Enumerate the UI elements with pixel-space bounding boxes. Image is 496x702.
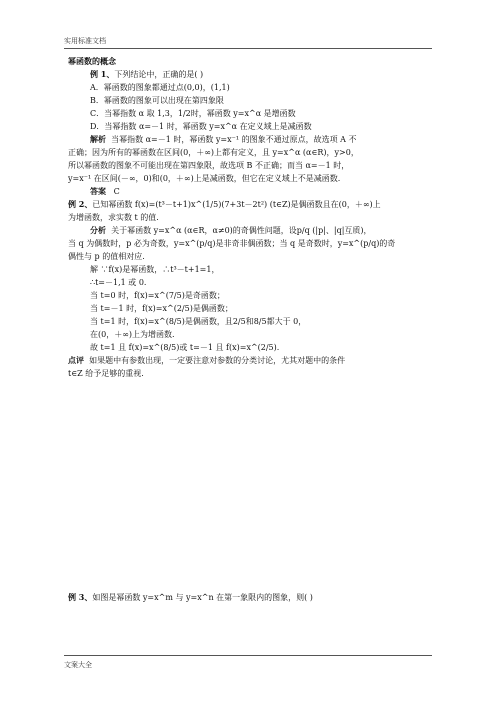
example-1-label: 例 1、	[90, 69, 115, 79]
solution-line: 故 t=1 且 f(x)=x^(8/5)或 t=－1 且 f(x)=x^(2/5).	[90, 343, 280, 352]
comment-line	[68, 354, 428, 367]
page-header: 实用标准文档	[64, 37, 106, 45]
example-1-option-b: B．幂函数的图象可以出现在第四象限	[90, 96, 224, 105]
comment-text: 如果题中有参数出现，一定要注意对参数的分类讨论，尤其对题中的条件	[89, 356, 346, 365]
example-3-text: 如图是幂函数 y=x^m 与 y=x^n 在第一象限内的图象，则( )	[92, 593, 313, 602]
example-2-question	[68, 198, 428, 211]
section-title: 幂函数的概念	[68, 56, 116, 66]
example-1-option-c: C．当幂指数 α 取 1,3，1/2时，幂函数 y=x^α 是增函数	[90, 109, 296, 118]
document-body	[68, 55, 428, 380]
fenxi-label: 分析	[90, 225, 106, 235]
analysis-text: 当幂指数 α=－1 时，幂函数 y=x⁻¹ 的图象不通过原点，故选项 A 不	[111, 135, 357, 144]
example-1-answer	[68, 185, 428, 198]
page-footer: 文案大全	[64, 661, 92, 669]
example-1-option-d: D．当幂指数 α=－1 时，幂函数 y=x^α 在定义域上是减函数	[90, 122, 312, 131]
answer-value: C	[113, 187, 120, 196]
example-1-option-a: A．幂函数的图象都通过点(0,0)，(1,1)	[90, 83, 230, 92]
example-2-text: 已知幂函数 f(x)=(t³－t+1)x^(1/5)(7+3t－2t²) (t∈Z)是偶函数且在(0，＋∞)上	[92, 200, 381, 209]
comment-label: 点评	[68, 355, 84, 365]
answer-label: 答案	[90, 186, 106, 196]
footer-rule	[64, 655, 432, 656]
fenxi-text: 关于幂函数 y=x^α (α∈R，α≠0)的奇偶性问题，设p/q (|p|、|q|互质)，	[111, 226, 372, 235]
example-1-analysis-line: 所以幂函数的图象不可能出现在第四象限，故选项 B 不正确；而当 α=－1 时，	[68, 161, 350, 170]
example-2-question-line: 为增函数，求实数 t 的值.	[68, 213, 159, 222]
example-1-question	[68, 68, 428, 81]
example-2-analysis	[68, 224, 428, 237]
solution-line: 当 t=－1 时，f(x)=x^(2/5)是偶函数；	[90, 304, 233, 313]
example-3-label: 例 3、	[68, 592, 93, 602]
solution-line: 当 t=1 时，f(x)=x^(8/5)是偶函数，且2/5和8/5都大于 0，	[90, 317, 307, 326]
comment-line: t∈Z 给予足够的重视.	[68, 369, 144, 378]
example-1-analysis-line	[68, 133, 428, 146]
solution-line: 解 ∵f(x)是幂函数，∴t³－t+1=1，	[90, 265, 220, 274]
solution-line: 在(0，＋∞)上为增函数.	[90, 330, 175, 339]
example-1-question-text: 下列结论中，正确的是( )	[114, 70, 204, 79]
analysis-label: 解析	[90, 134, 106, 144]
example-1-analysis-line: 正确；因为所有的幂函数在区间(0，＋∞)上都有定义，且 y=x^α (α∈R)，y>0，	[68, 148, 359, 157]
solution-line: 当 t=0 时，f(x)=x^(7/5)是奇函数；	[90, 291, 225, 300]
example-2-label: 例 2、	[68, 199, 93, 209]
example-3-question	[68, 592, 313, 603]
example-1-analysis-line: y=x⁻¹ 在区间(－∞，0)和(0，＋∞)上是减函数，但它在定义域上不是减函数.	[68, 174, 341, 183]
header-rule	[64, 48, 432, 49]
solution-line: ∴t=－1,1 或 0.	[90, 278, 147, 287]
example-2-analysis-line: 偶性与 p 的值相对应.	[68, 252, 145, 261]
example-2-analysis-line: 当 q 为偶数时，p 必为奇数，y=x^(p/q)是非奇非偶函数；当 q 是奇数时，y=x^(p/q)的奇	[68, 239, 396, 248]
